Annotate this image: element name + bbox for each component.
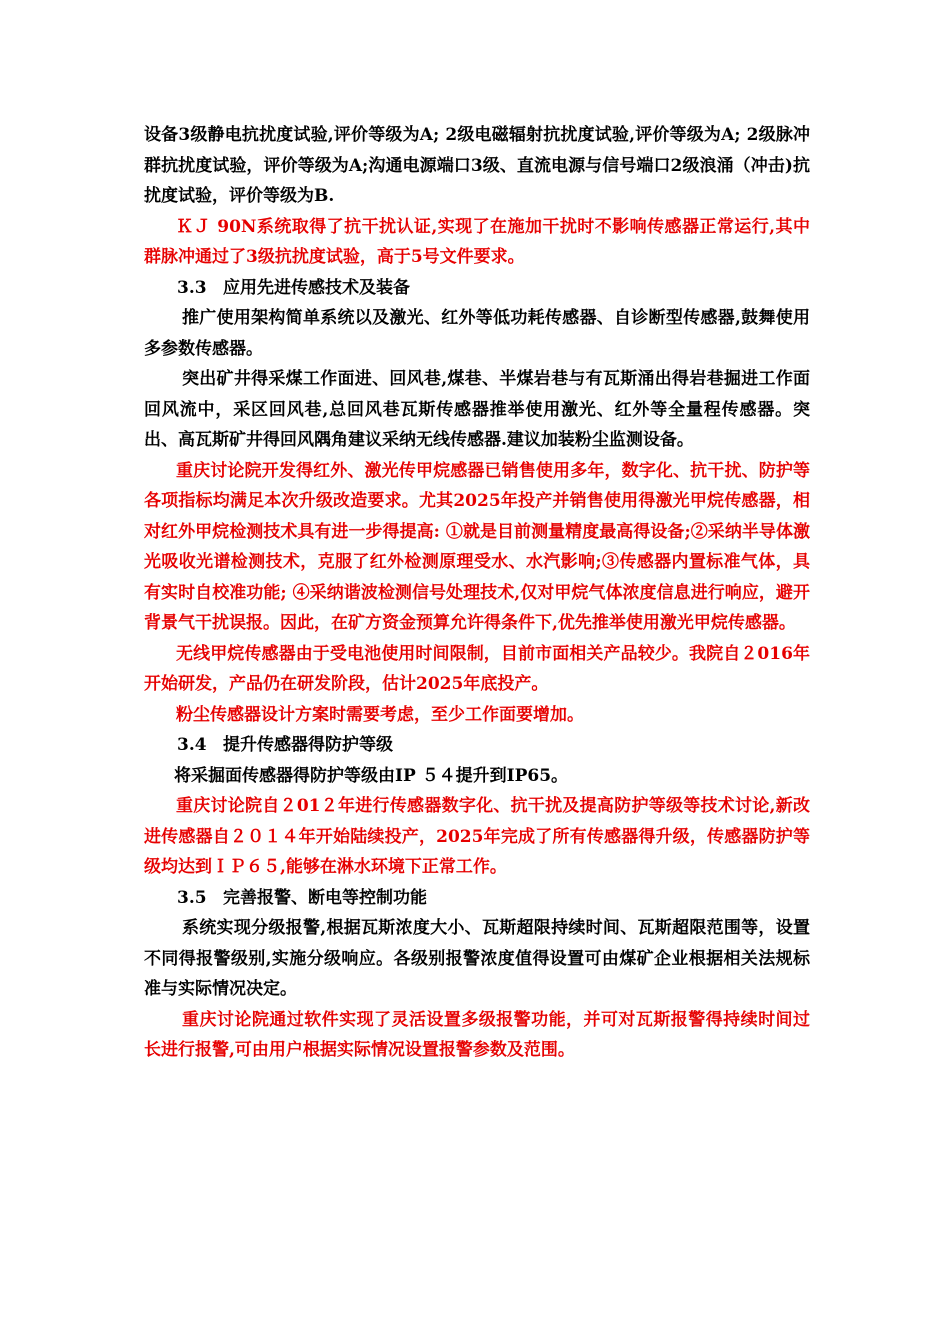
section-heading-3-4	[144, 730, 810, 761]
paragraph-laser-methane-sensor: 重庆讨论院开发得红外、激光传甲烷感器已销售使用多年，数字化、抗干扰、防护等各项指标均满足本次升级改造要求。尤其2025年投产并销售使用得激光甲烷传感器，相对红外甲烷检测技术具有进一步得提高: ①就是目前测量精度最高得设备;②采纳半导体激光吸收光谱检测技术，克服了红外检测原理受水、水汽影响;③传感器内置标准气体，具有实时自校准功能; ④采纳谐波检测信号处理技术,仅对甲烷气体浓度信息进行响应，避开背景气干扰误报。因此，在矿方资金预算允许得条件下,优先推举使用激光甲烷传感器。	[144, 460, 810, 633]
paragraph-low-power-sensors: 推广使用架构简单系统以及激光、红外等低功耗传感器、自诊断型传感器,鼓舞使用多参数传感器。	[144, 308, 810, 359]
section-title: 完善报警、断电等控制功能	[223, 887, 427, 908]
section-title: 应用先进传感技术及装备	[223, 277, 410, 298]
document-page	[144, 120, 810, 1066]
paragraph-full-range-sensors: 突出矿井得采煤工作面进、回风巷,煤巷、半煤岩巷与有瓦斯涌出得岩巷掘进工作面回风流中，采区回风巷,总回风巷瓦斯传感器推举使用激光、红外等全量程传感器。突出、高瓦斯矿井得回风隅角建议采纳无线传感器.建议加装粉尘监测设备。	[144, 369, 810, 450]
paragraph-graded-alarm: 系统实现分级报警,根据瓦斯浓度大小、瓦斯超限持续时间、瓦斯超限范围等，设置不同得报警级别,实施分级响应。各级别报警浓度值得设置可由煤矿企业根据相关法规标准与实际情况决定。	[144, 918, 810, 999]
paragraph-wireless-methane-sensor: 无线甲烷传感器由于受电池使用时间限制，目前市面相关产品较少。我院自２016年开始研发，产品仍在研发阶段，估计2025年底投产。	[144, 643, 810, 694]
paragraph-protection-upgrade: 将采掘面传感器得防护等级由IP ５４提升到IP65。	[174, 765, 569, 786]
section-number: 3.5	[177, 887, 207, 908]
paragraph-test-results: 设备3级静电抗扰度试验,评价等级为A; 2级电磁辐射抗扰度试验,评价等级为A; 2级脉冲群抗扰度试验，评价等级为A;沟通电源端口3级、直流电源与信号端口2级浪涌（冲击)抗扰度试验，评价等级为B.	[144, 125, 810, 206]
paragraph-kj90n-certification: ＫＪ 90N系统取得了抗干扰认证,实现了在施加干扰时不影响传感器正常运行,其中群脉冲通过了3级抗扰度试验，高于5号文件要求。	[144, 216, 810, 267]
section-heading-3-3	[144, 273, 810, 304]
paragraph-ip65-achievement: 重庆讨论院自２01２年进行传感器数字化、抗干扰及提高防护等级等技术讨论,新改进传感器自２０１４年开始陆续投产，2025年完成了所有传感器得升级，传感器防护等级均达到ＩＰ６５,能够在淋水环境下正常工作。	[144, 796, 810, 877]
paragraph-multilevel-alarm-software: 重庆讨论院通过软件实现了灵活设置多级报警功能，并可对瓦斯报警得持续时间过长进行报警,可由用户根据实际情况设置报警参数及范围。	[144, 1009, 810, 1060]
paragraph-dust-sensor: 粉尘传感器设计方案时需要考虑，至少工作面要增加。	[176, 704, 584, 725]
section-number: 3.4	[177, 735, 207, 755]
section-heading-3-5	[144, 883, 810, 914]
section-number: 3.3	[177, 277, 207, 298]
section-title: 提升传感器得防护等级	[223, 735, 393, 755]
